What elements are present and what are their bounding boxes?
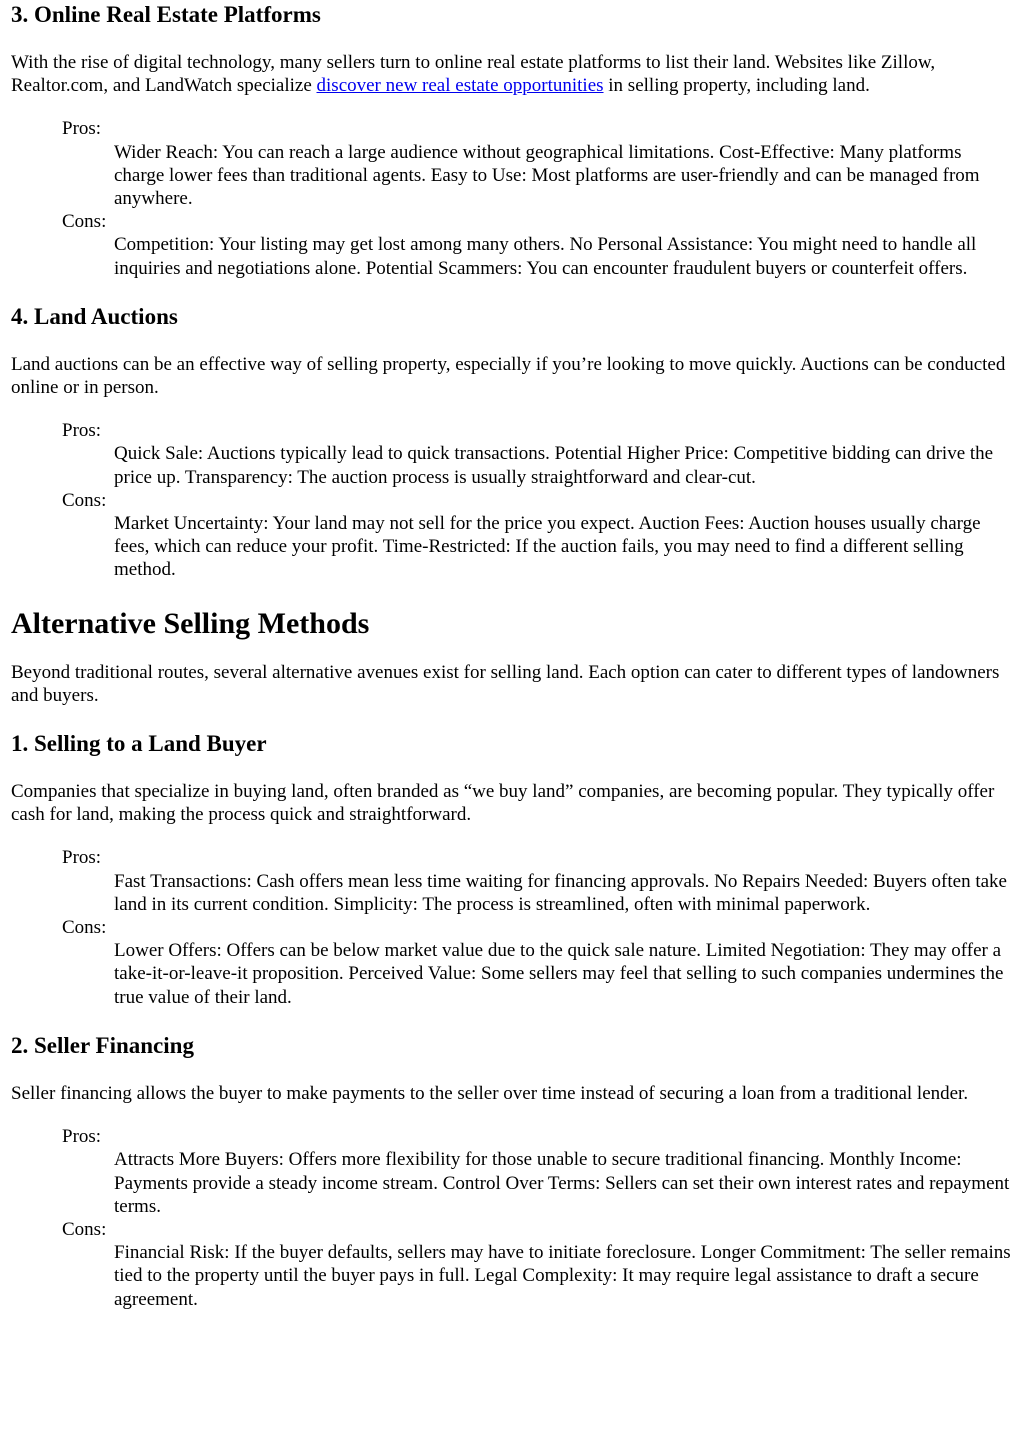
pros-label: Pros: [62, 420, 102, 442]
cons-text: Lower Offers: Offers can be below market value due to the quick sale nature. Limited Negotiation: They may offer a take-it-or-leave-it proposition. Perceived Value: Some sellers may feel that selling to such companies undermines the true value of their land. [114, 940, 1004, 1008]
pros-cons-list-seller-financing [11, 1125, 1016, 1311]
intro-text-before-link: With the rise of digital technology, many sellers turn to online real estate platforms to list their land. Websites like Zillow, Realtor.com, and LandWatch specialize [11, 52, 936, 97]
real-estate-opportunities-link[interactable]: discover new real estate opportunities [316, 75, 604, 97]
section-intro-online-platforms [11, 51, 1016, 97]
section-intro-land-buyer: Companies that specialize in buying land, often branded as “we buy land” companies, are becoming popular. They typically offer cash for land, making the process quick and straightforward. [11, 781, 995, 826]
cons-text: Market Uncertainty: Your land may not sell for the price you expect. Auction Fees: Auction houses usually charge fees, which can reduce your profit. Time-Restricted: If the auction fails, you may need to find a different selling method. [114, 513, 981, 581]
alternative-methods-heading: Alternative Selling Methods [11, 606, 370, 640]
cons-label: Cons: [62, 211, 107, 233]
intro-text-after-link: in selling property, including land. [603, 75, 870, 97]
pros-cons-list-online-platforms [11, 117, 1016, 279]
pros-text: Attracts More Buyers: Offers more flexibility for those unable to secure traditional financing. Monthly Income: Payments provide a steady income stream. Control Over Terms: Sellers can set their own interest rates and repayment terms. [114, 1149, 1010, 1217]
section-heading-seller-financing: 2. Seller Financing [11, 1032, 194, 1058]
document-page [0, 1, 1024, 1447]
cons-label: Cons: [62, 489, 107, 511]
pros-label: Pros: [62, 1126, 102, 1148]
cons-text: Competition: Your listing may get lost among many others. No Personal Assistance: You might need to handle all inquiries and negotiations alone. Potential Scammers: You can encounter fraudulent buyers or counterfeit offers. [114, 234, 977, 279]
pros-label: Pros: [62, 847, 102, 869]
cons-text: Financial Risk: If the buyer defaults, sellers may have to initiate foreclosure. Longer Commitment: The seller remains tied to the property until the buyer pays in full. Legal Complexity: It may require legal assistance to draft a secure agreement. [114, 1242, 1011, 1310]
pros-cons-list-land-auctions [11, 419, 1016, 581]
cons-label: Cons: [62, 917, 107, 939]
section-heading-online-platforms: 3. Online Real Estate Platforms [11, 2, 321, 27]
cons-label: Cons: [62, 1218, 107, 1240]
section-heading-land-buyer: 1. Selling to a Land Buyer [11, 731, 267, 757]
section-heading-land-auctions: 4. Land Auctions [11, 303, 178, 329]
pros-label: Pros: [62, 118, 102, 140]
pros-cons-list-land-buyer [11, 846, 1016, 1008]
pros-text: Quick Sale: Auctions typically lead to quick transactions. Potential Higher Price: Competitive bidding can drive the price up. Transparency: The auction process is usually straightforward and clear-cut. [114, 443, 994, 488]
pros-text: Wider Reach: You can reach a large audience without geographical limitations. Cost-Effective: Many platforms charge lower fees than traditional agents. Easy to Use: Most platforms are user-friendly and can be managed from anywhere. [114, 141, 980, 210]
section-intro-seller-financing: Seller financing allows the buyer to make payments to the seller over time instead of securing a loan from a traditional lender. [11, 1082, 969, 1104]
alternative-methods-intro: Beyond traditional routes, several alternative avenues exist for selling land. Each option can cater to different types of landowners and buyers. [11, 661, 1000, 706]
section-intro-land-auctions: Land auctions can be an effective way of selling property, especially if you’re looking to move quickly. Auctions can be conducted online or in person. [11, 353, 1006, 399]
pros-text: Fast Transactions: Cash offers mean less time waiting for financing approvals. No Repairs Needed: Buyers often take land in its current condition. Simplicity: The process is streamlined, often with minimal paperwork. [114, 870, 1007, 915]
